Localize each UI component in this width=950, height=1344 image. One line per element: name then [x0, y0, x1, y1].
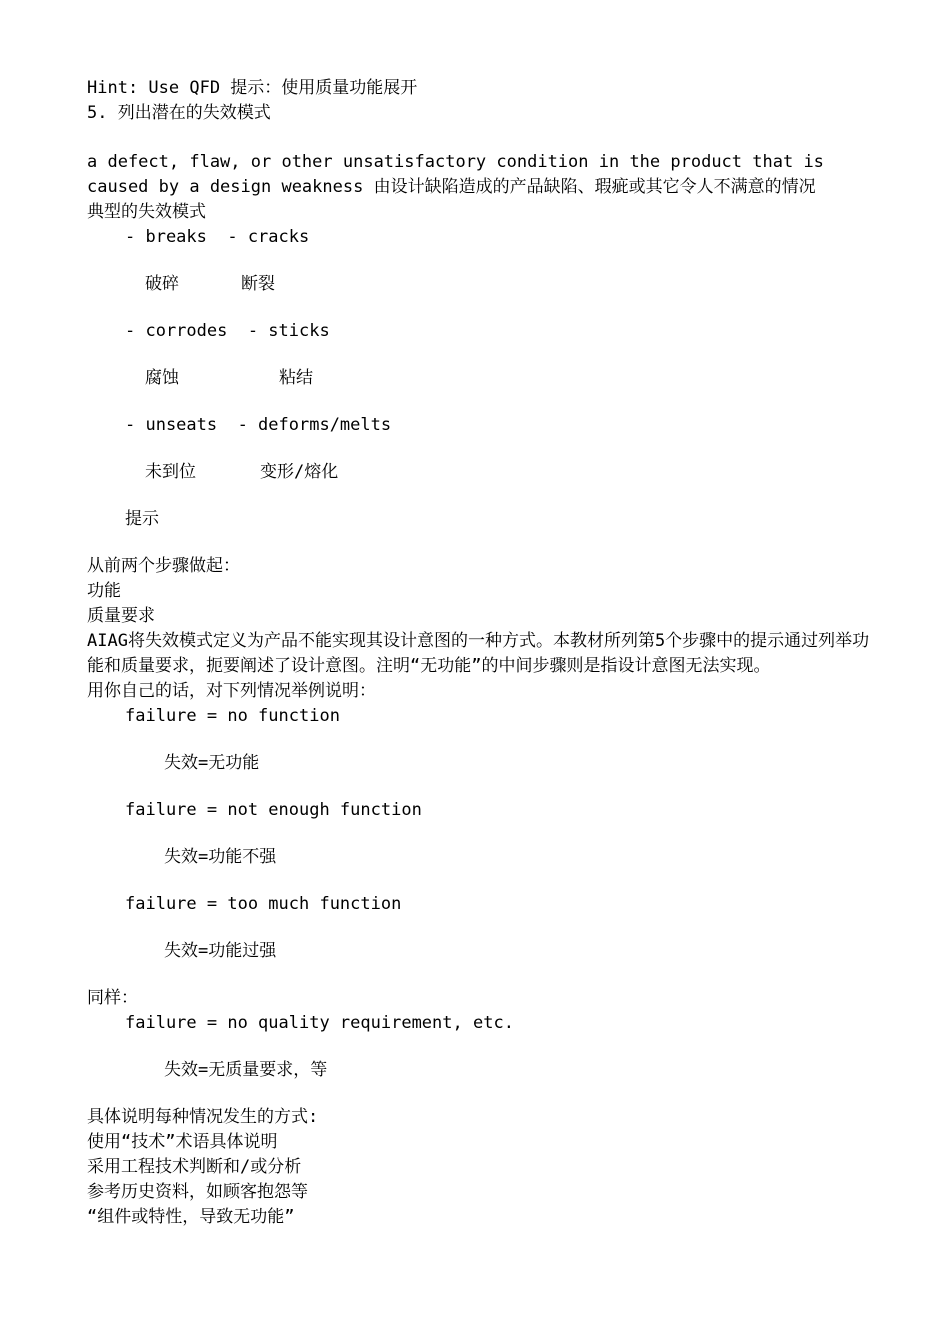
specify-item-4: “组件或特性，导致无功能”: [87, 1207, 295, 1227]
specify-item-2: 采用工程技术判断和/或分析: [87, 1157, 302, 1177]
specify-item-3: 参考历史资料，如顾客抱怨等: [87, 1182, 308, 1202]
definition-text: a defect, flaw, or other unsatisfactory condition in the product that is caused by a design weakness 由设计缺陷造成的产品缺陷、瑕疵或其它令人不满意的情况: [87, 152, 824, 197]
document-page: [87, 76, 877, 1230]
start-item-quality: 质量要求: [87, 606, 155, 626]
hint-line: Hint: Use QFD 提示：使用质量功能展开: [87, 78, 418, 98]
example-en-2: failure = not enough function: [125, 800, 422, 820]
failure-mode-zh-2b: 粘结: [279, 368, 313, 388]
failure-mode-en-2: - corrodes - sticks: [125, 321, 330, 341]
failure-mode-zh-1a: 破碎: [145, 274, 179, 294]
step5-title: 5. 列出潜在的失效模式: [87, 103, 271, 123]
example-en-3: failure = too much function: [125, 894, 402, 914]
failure-mode-en-3: - unseats - deforms/melts: [125, 415, 392, 435]
failure-mode-zh-1: [87, 272, 877, 297]
failure-mode-zh-3: [87, 460, 877, 485]
failure-mode-zh-2: [87, 366, 877, 391]
likewise-heading: 同样：: [87, 988, 138, 1008]
typical-heading: 典型的失效模式: [87, 202, 206, 222]
failure-mode-zh-3a: 未到位: [145, 462, 196, 482]
specify-item-1: 使用“技术”术语具体说明: [87, 1132, 278, 1152]
start-item-function: 功能: [87, 581, 121, 601]
specify-heading: 具体说明每种情况发生的方式:: [87, 1107, 319, 1127]
failure-mode-zh-2a: 腐蚀: [145, 368, 179, 388]
examples-heading: 用你自己的话，对下列情况举例说明：: [87, 681, 376, 701]
example-en-1: failure = no function: [125, 706, 340, 726]
likewise-example-zh: 失效=无质量要求，等: [164, 1060, 328, 1080]
hint-label: 提示: [125, 509, 159, 529]
failure-mode-zh-1b: 断裂: [241, 274, 275, 294]
aiag-paragraph: AIAG将失效模式定义为产品不能实现其设计意图的一种方式。本教材所列第5个步骤中的提示通过列举功能和质量要求，扼要阐述了设计意图。注明“无功能”的中间步骤则是指设计意图无法实现。: [87, 631, 870, 676]
example-zh-2: 失效=功能不强: [164, 847, 277, 867]
failure-mode-zh-3b: 变形/熔化: [260, 462, 339, 482]
start-heading: 从前两个步骤做起：: [87, 556, 240, 576]
example-zh-1: 失效=无功能: [164, 753, 260, 773]
likewise-example-en: failure = no quality requirement, etc.: [125, 1013, 514, 1033]
failure-mode-en-1: - breaks - cracks: [125, 227, 310, 247]
example-zh-3: 失效=功能过强: [164, 941, 277, 961]
